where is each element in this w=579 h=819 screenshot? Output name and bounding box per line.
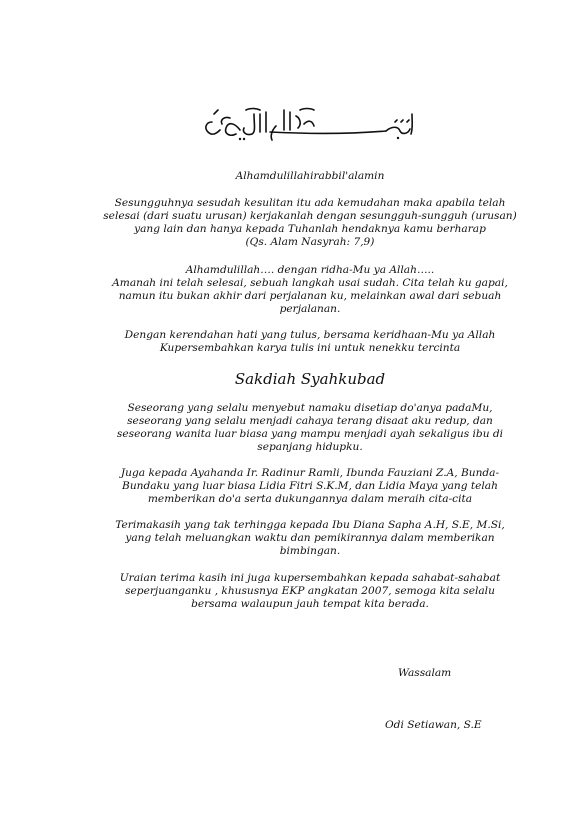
paragraph-family — [100, 467, 520, 506]
dedicated-name: Sakdiah Syahkubad — [234, 370, 386, 388]
quote-line: yang lain dan hanya kepada Tuhanlah hendaknya kamu berharap — [134, 223, 486, 235]
paragraph-line: Bundaku yang luar biasa Lidia Fitri S.K.M, dan Lidia Maya yang telah — [122, 480, 498, 492]
signature-name: Odi Setiawan, S.E — [385, 719, 482, 731]
quran-quote — [100, 197, 520, 249]
paragraph-line: yang telah meluangkan waktu dan pemikirannya dalam memberikan — [125, 532, 495, 544]
dedication-intro — [100, 329, 520, 355]
paragraph-line: Terimakasih yang tak terhingga kepada Ibu Diana Sapha A.H, S.E, M.Si, — [115, 519, 505, 531]
paragraph-line: seseorang wanita luar biasa yang mampu menjadi ayah sekaligus ibu di — [116, 428, 504, 440]
gratitude-line: perjalanan. — [279, 303, 341, 315]
closing-salutation: Wassalam — [398, 667, 452, 679]
quote-line: selesai (dari suatu urusan) kerjakanlah dengan sesungguh-sungguh (urusan) — [103, 210, 517, 222]
bismillah-calligraphy-icon — [200, 104, 418, 144]
quote-line: Sesungguhnya sesudah kesulitan itu ada kemudahan maka apabila telah — [114, 197, 506, 209]
paragraph-line: bersama walaupun jauh tempat kita berada. — [191, 598, 429, 610]
paragraph-line: seperjuanganku , khususnya EKP angkatan 2007, semoga kita selalu — [125, 585, 495, 597]
dedication-line: Kupersembahkan karya tulis ini untuk nenekku tercinta — [159, 342, 461, 354]
paragraph-line: Juga kepada Ayahanda Ir. Radinur Ramli, Ibunda Fauziani Z.A, Bunda- — [120, 467, 500, 479]
paragraph-grandmother — [100, 402, 520, 454]
paragraph-line: sepanjang hidupku. — [257, 441, 363, 453]
dedication-line: Dengan kerendahan hati yang tulus, bersama keridhaan-Mu ya Allah — [124, 329, 496, 341]
paragraph-friends — [100, 572, 520, 611]
paragraph-line: bimbingan. — [279, 545, 341, 557]
greeting-text: Alhamdulillahirabbil'alamin — [235, 170, 385, 182]
quote-reference: (Qs. Alam Nasyrah: 7,9) — [245, 236, 375, 248]
gratitude-line: Alhamdulillah…. dengan ridha-Mu ya Allah….. — [185, 264, 435, 276]
paragraph-line: seseorang yang selalu menjadi cahaya terang disaat aku redup, dan — [127, 415, 493, 427]
greeting — [100, 170, 520, 183]
paragraph-line: Uraian terima kasih ini juga kupersembahkan kepada sahabat-sahabat — [119, 572, 501, 584]
gratitude-line: Amanah ini telah selesai, sebuah langkah usai sudah. Cita telah ku gapai, — [112, 277, 508, 289]
paragraph-advisor — [100, 519, 520, 558]
paragraph-line: Seseorang yang selalu menyebut namaku disetiap do'anya padaMu, — [127, 402, 493, 414]
paragraph-line: memberikan do'a serta dukungannya dalam meraih cita-cita — [147, 493, 473, 505]
gratitude-line: namun itu bukan akhir dari perjalanan ku, melainkan awal dari sebuah — [118, 290, 502, 302]
gratitude-paragraph — [100, 264, 520, 316]
